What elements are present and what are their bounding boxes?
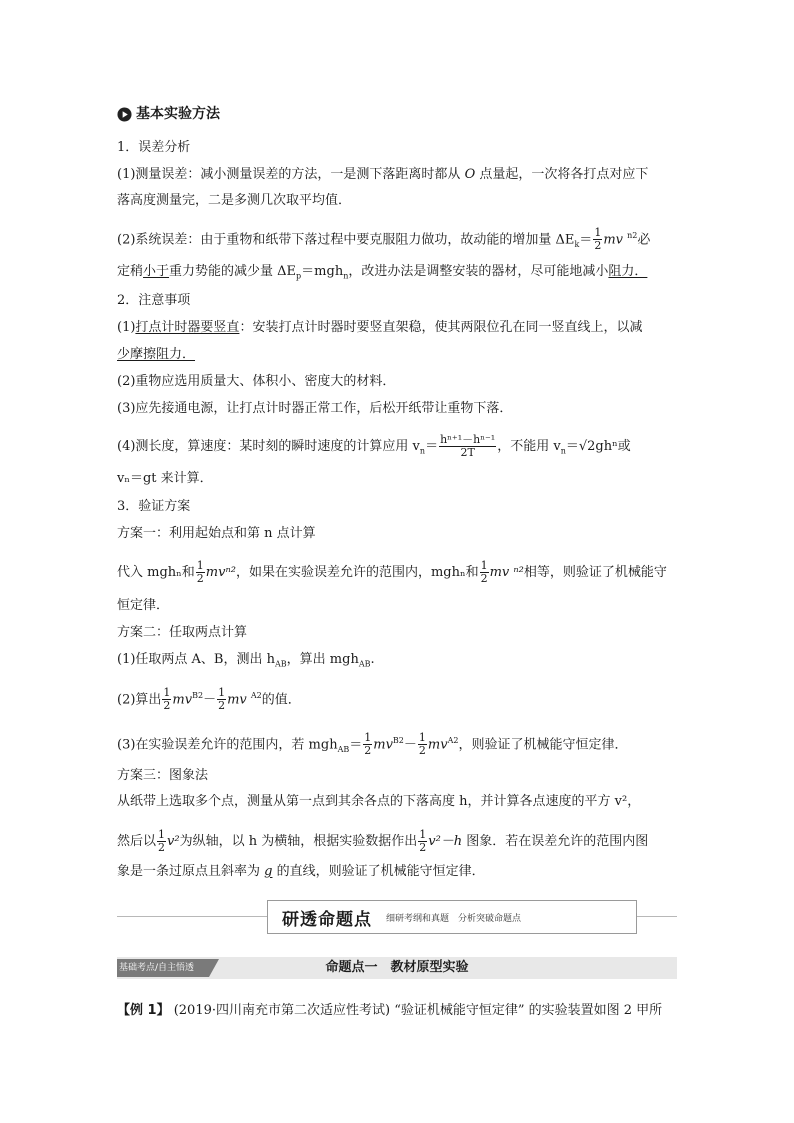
paragraph-line: (1)打点计时器要竖直：安装打点计时器时要竖直架稳，使其两限位孔在同一竖直线上，以减 [117, 320, 643, 335]
banner-subtitle: 细研考纲和真题 分析突破命题点 [386, 913, 522, 924]
paragraph-line: 定稍小于重力势能的减少量 $\Delta E_p=mgh_n$，改进办法是调整安装的器材，尽可能地减小阻力． [117, 264, 648, 281]
heading-verification: 3．验证方案 [117, 499, 191, 514]
section-banner [117, 897, 677, 935]
paragraph-line: (4)测长度，算速度：某时刻的瞬时速度的计算应用 $v_n=$ $\frac{\text{hⁿ⁺¹－hⁿ⁻¹}}{2T}$ ，不能用 $v_n=√2gh^n$或 [117, 433, 631, 459]
fraction: $\frac{1}{2}$ [218, 686, 226, 713]
heading-notes: 2．注意事项 [117, 293, 191, 308]
paragraph-line: 方案一：利用起始点和第 n 点计算 [117, 526, 316, 541]
fraction: $\frac{1}{2}$ [594, 226, 602, 253]
paragraph-line: 恒定律． [117, 598, 170, 613]
section-title: 基本实验方法 [136, 106, 220, 122]
paragraph-line: (1)任取两点 A、B，测出 $h_{AB}$，算出 mgh$_{AB}$. [117, 652, 375, 669]
topic-title: 命题点一 教材原型实验 [325, 960, 469, 975]
paragraph-line: (3)应先接通电源，让打点计时器正常工作，后松开纸带让重物下落． [117, 401, 513, 416]
paragraph-line: (2)重物应选用质量大、体积小、密度大的材料． [117, 374, 396, 389]
fraction: $\frac{1}{2}$ [480, 559, 488, 585]
fraction: $\frac{1}{2}$ [158, 828, 166, 854]
divider [117, 916, 267, 917]
play-icon [117, 107, 132, 122]
topic-bar [117, 957, 677, 979]
paragraph-line: 少摩擦阻力． [117, 347, 196, 362]
paragraph-line: (3)在实验误差允许的范围内，若 mgh$_{AB}$＝ $\frac{1}{2}$ $mv^{B2}-$ $\frac{1}{2}$ $mv^{A2}$，则验证了机械能守恒定律． [117, 731, 628, 758]
paragraph-line: 然后以 $\frac{1}{2}$ v²为纵轴，以 h 为横轴，根据实验数据作出 $\frac{1}{2}$ v²－h 图象．若在误差允许的范围内图 [117, 828, 649, 854]
paragraph-line: 象是一条过原点且斜率为 g 的直线，则验证了机械能守恒定律． [117, 864, 485, 879]
paragraph-line: (2)算出 $\frac{1}{2}$ $mv^{B2}-$ $\frac{1}{2}$ mv $^{A2}$的值． [117, 686, 301, 713]
paragraph-line: vₙ＝gt 来计算． [117, 471, 213, 486]
paragraph-line: (2)系统误差：由于重物和纸带下落过程中要克服阻力做功，故动能的增加量 $\Delta E_k=$ $\frac{1}{2}$ mv $^{n2}$必 [117, 226, 651, 253]
topic-tag: 基础考点/自主悟透 [117, 959, 209, 977]
paragraph-line: 落高度测量完，二是多测几次取平均值． [117, 193, 352, 208]
heading-error-analysis: 1．误差分析 [117, 140, 191, 155]
fraction: $\frac{1}{2}$ [418, 731, 426, 758]
fraction: $\frac{1}{2}$ [419, 828, 427, 854]
fraction: $\frac{1}{2}$ [163, 686, 171, 713]
paragraph-line: (1)测量误差：减小测量误差的方法，一是测下落距离时都从 O 点量起，一次将各打点对应下 [117, 167, 649, 182]
example-label: 【例 1】 [117, 1003, 170, 1018]
section-heading [117, 104, 220, 124]
fraction: $\frac{\text{hⁿ⁺¹－hⁿ⁻¹}}{2T}$ [440, 433, 496, 459]
example-text: (2019·四川南充市第二次适应性考试) “验证机械能守恒定律” 的实验装置如图 2 甲所 [173, 1003, 663, 1018]
divider [635, 916, 677, 917]
fraction: $\frac{1}{2}$ [196, 559, 204, 585]
paragraph-line: 从纸带上选取多个点，测量从第一点到其余各点的下落高度 h，并计算各点速度的平方 v²， [117, 794, 641, 809]
banner-box [267, 900, 637, 934]
paragraph-line: 方案三：图象法 [117, 768, 209, 783]
banner-title: 研透命题点 [282, 909, 372, 930]
fraction: $\frac{1}{2}$ [364, 731, 372, 758]
paragraph-line: 方案二：任取两点计算 [117, 625, 248, 640]
paragraph-line: 代入 mghₙ和 $\frac{1}{2}$ mvⁿ²，如果在实验误差允许的范围内，mghₙ和 $\frac{1}{2}$ mv ⁿ²相等，则验证了机械能守 [117, 559, 667, 585]
example-line [117, 1001, 662, 1021]
